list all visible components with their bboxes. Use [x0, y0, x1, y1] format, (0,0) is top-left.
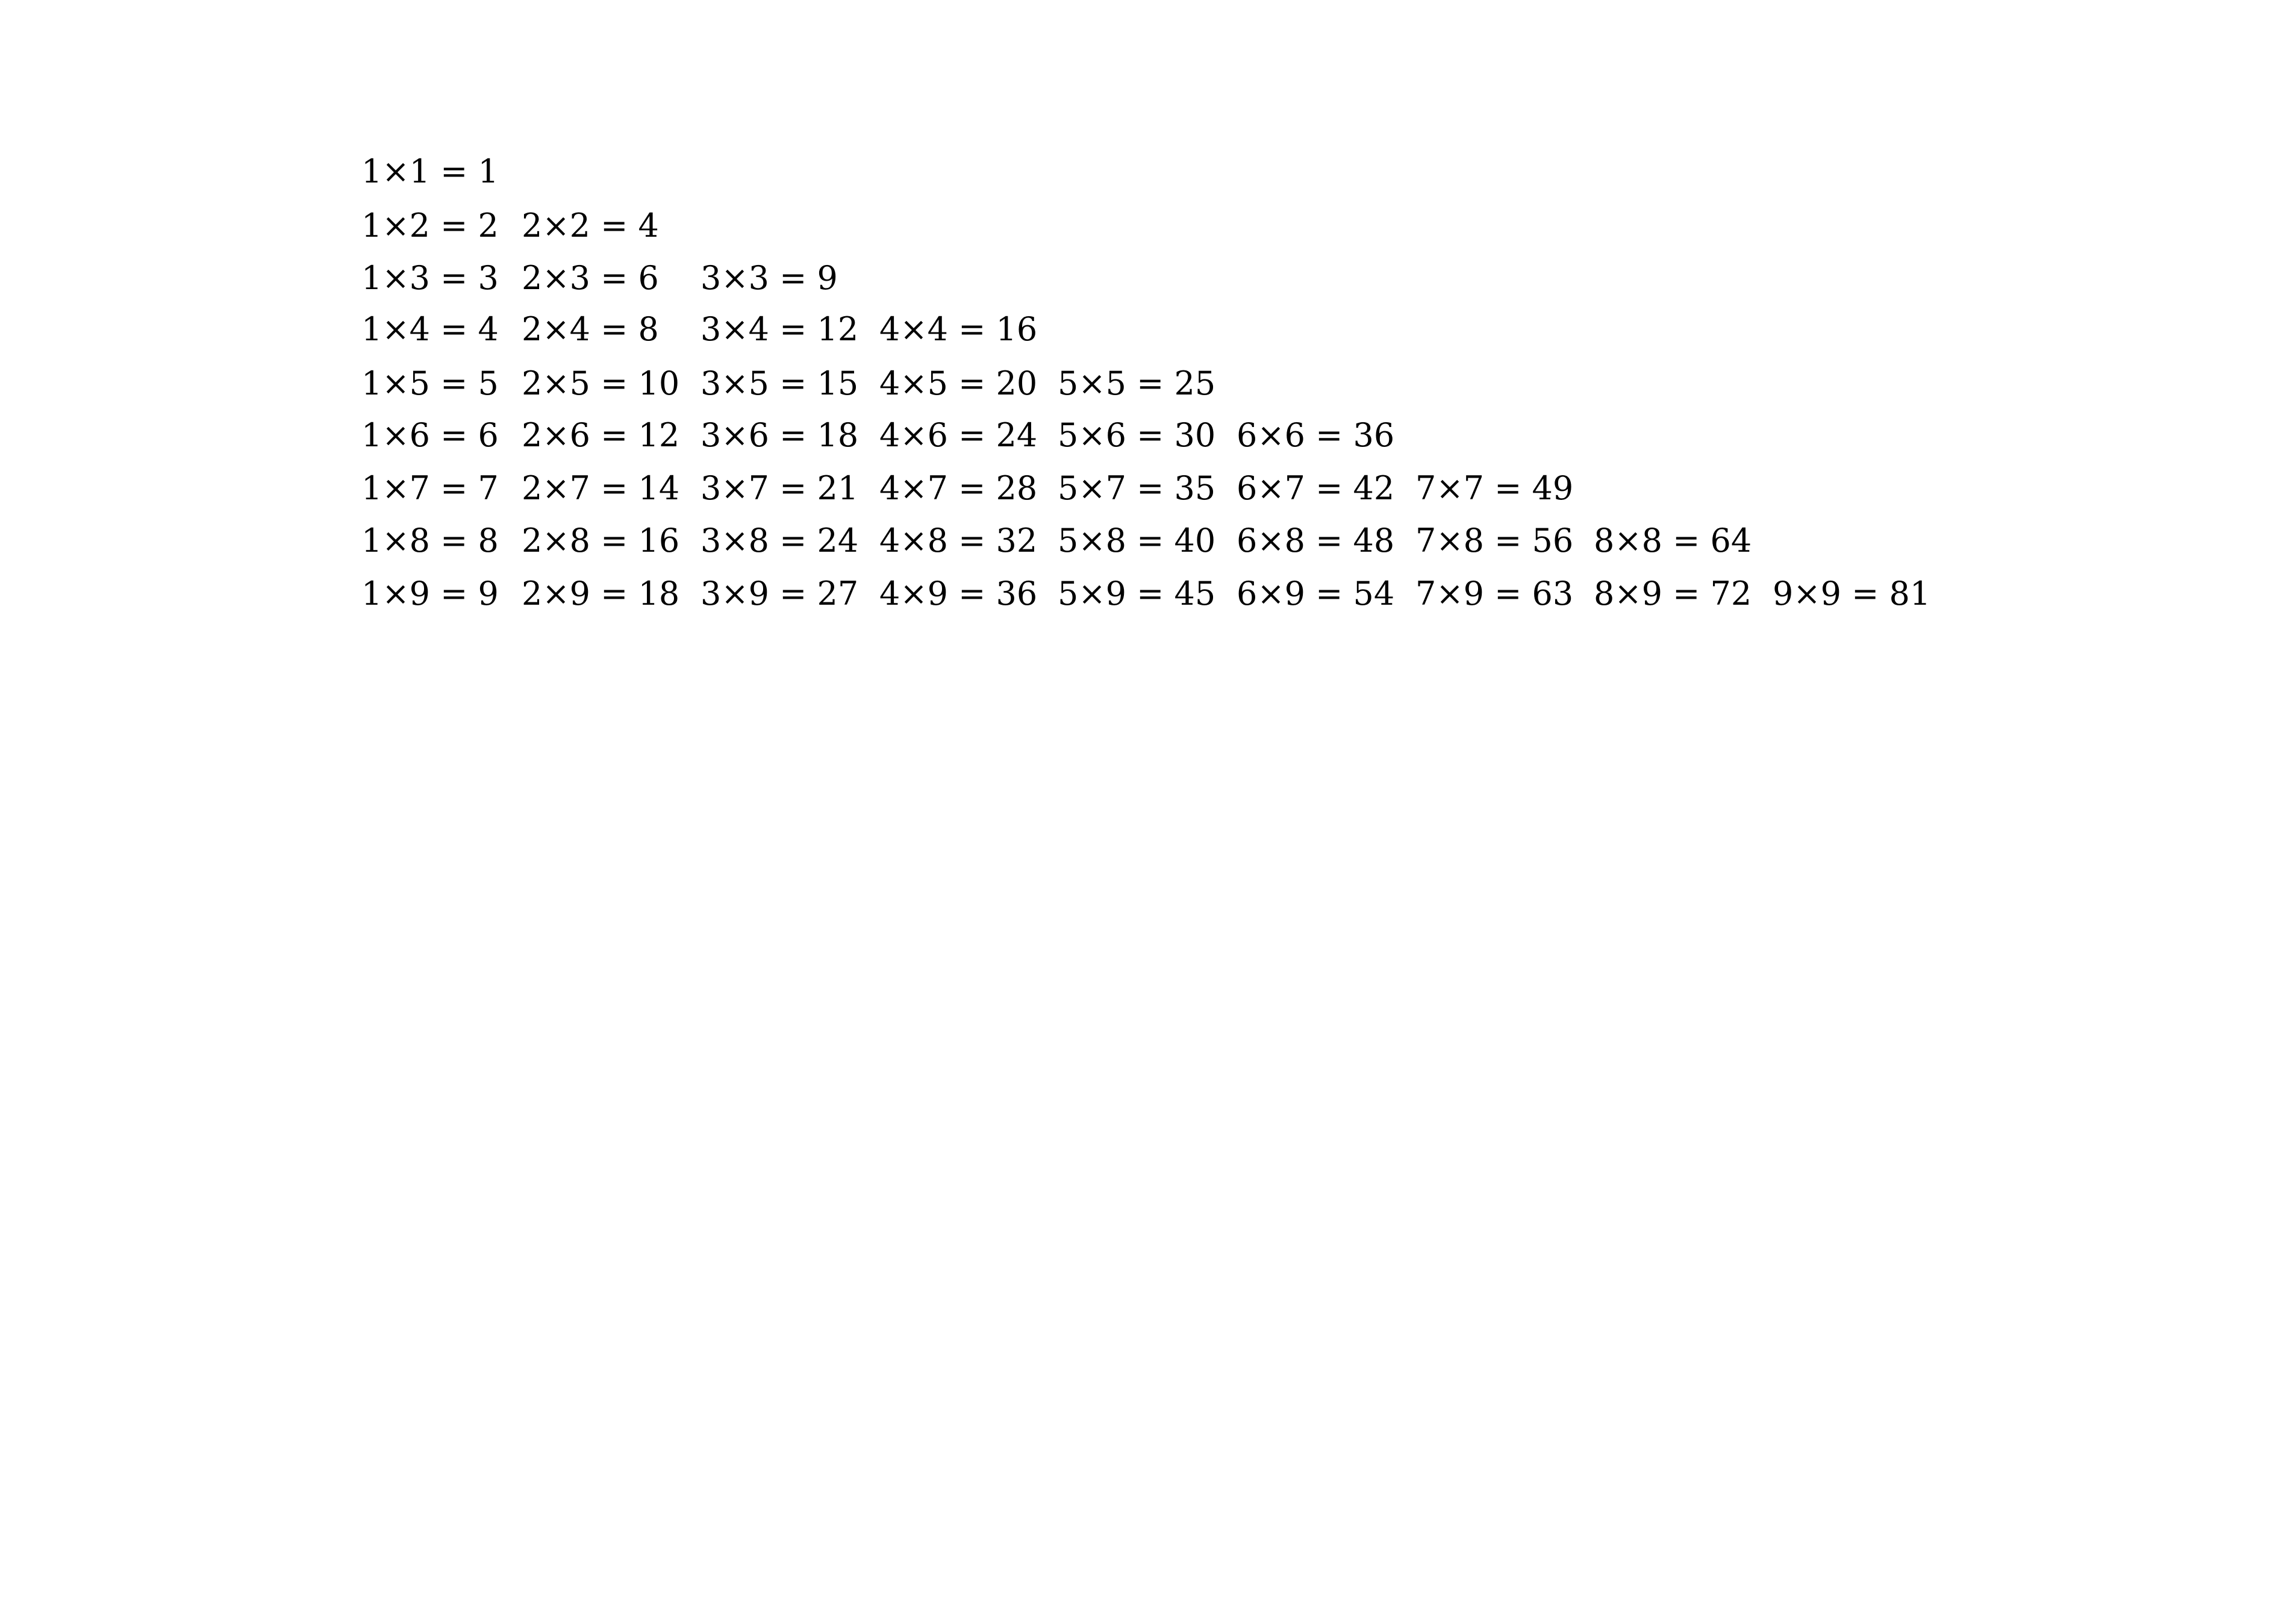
product-cell: 6×6 = 36: [1237, 416, 1395, 454]
product-cell: 1×7 = 7: [361, 469, 499, 507]
product-cell: 7×7 = 49: [1415, 469, 1574, 507]
product-cell: 3×3 = 9: [700, 259, 838, 297]
product-cell: 4×7 = 28: [879, 469, 1038, 507]
product-cell: 2×7 = 14: [522, 469, 680, 507]
product-cell: 1×6 = 6: [361, 416, 499, 454]
product-cell: 3×9 = 27: [700, 575, 859, 613]
product-cell: 6×7 = 42: [1237, 469, 1395, 507]
product-cell: 5×5 = 25: [1058, 364, 1216, 402]
product-cell: 6×9 = 54: [1237, 575, 1395, 613]
product-cell: 4×9 = 36: [879, 575, 1038, 613]
product-cell: 2×2 = 4: [522, 207, 659, 245]
product-cell: 3×6 = 18: [700, 416, 859, 454]
product-cell: 5×8 = 40: [1058, 522, 1216, 560]
product-cell: 5×6 = 30: [1058, 416, 1216, 454]
product-cell: 2×3 = 6: [522, 259, 659, 297]
product-cell: 1×5 = 5: [361, 364, 499, 402]
product-cell: 5×7 = 35: [1058, 469, 1216, 507]
product-cell: 4×6 = 24: [879, 416, 1038, 454]
product-cell: 5×9 = 45: [1058, 575, 1216, 613]
product-cell: 3×8 = 24: [700, 522, 859, 560]
product-cell: 1×4 = 4: [361, 310, 499, 348]
product-cell: 2×4 = 8: [522, 310, 659, 348]
product-cell: 1×3 = 3: [361, 259, 499, 297]
product-cell: 3×4 = 12: [700, 310, 859, 348]
product-cell: 7×9 = 63: [1415, 575, 1574, 613]
product-cell: 6×8 = 48: [1237, 522, 1395, 560]
product-cell: 1×1 = 1: [361, 152, 499, 190]
product-cell: 8×8 = 64: [1594, 522, 1752, 560]
product-cell: 1×9 = 9: [361, 575, 499, 613]
product-cell: 1×8 = 8: [361, 522, 499, 560]
product-cell: 9×9 = 81: [1773, 575, 1931, 613]
product-cell: 3×5 = 15: [700, 364, 859, 402]
product-cell: 4×8 = 32: [879, 522, 1038, 560]
product-cell: 4×4 = 16: [879, 310, 1038, 348]
product-cell: 7×8 = 56: [1415, 522, 1574, 560]
product-cell: 8×9 = 72: [1594, 575, 1752, 613]
product-cell: 2×9 = 18: [522, 575, 680, 613]
product-cell: 3×7 = 21: [700, 469, 859, 507]
product-cell: 1×2 = 2: [361, 207, 499, 245]
product-cell: 4×5 = 20: [879, 364, 1038, 402]
product-cell: 2×8 = 16: [522, 522, 680, 560]
product-cell: 2×5 = 10: [522, 364, 680, 402]
product-cell: 2×6 = 12: [522, 416, 680, 454]
